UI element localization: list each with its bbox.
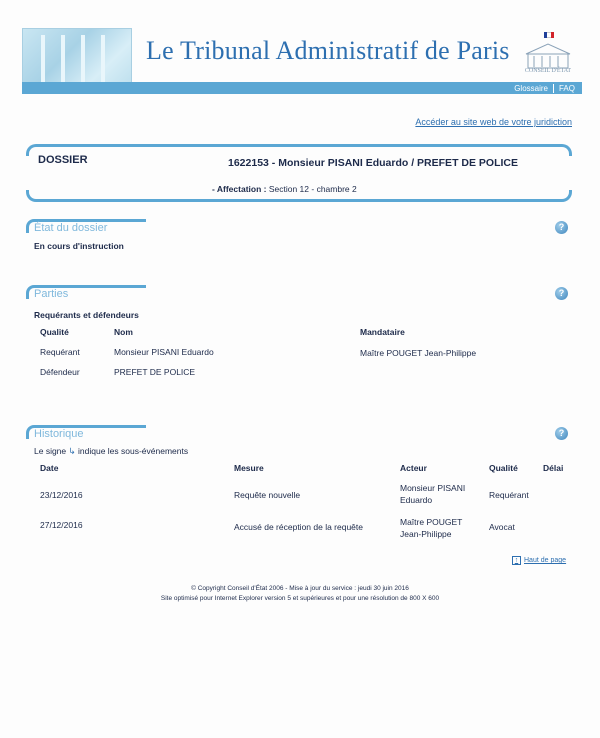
etat-help-icon[interactable]: ?	[555, 221, 568, 234]
hist-row-acteur: Maître POUGET	[400, 517, 463, 527]
sub-event-arrow-icon: ↳	[68, 446, 76, 456]
parties-col-nom: Nom	[114, 327, 133, 337]
party-row-mandataire: Maître POUGET Jean-Philippe	[360, 348, 477, 358]
parties-heading: Parties	[34, 288, 69, 300]
banner-bar	[22, 82, 582, 94]
hist-row-qualite: Requérant	[489, 490, 529, 500]
historique-heading: Historique	[34, 428, 84, 440]
hist-row-mesure: Accusé de réception de la requête	[234, 522, 364, 532]
parties-subheading: Requérants et défendeurs	[34, 310, 139, 320]
dossier-top-border	[26, 144, 572, 156]
historique-section-header	[26, 425, 146, 439]
party-row-qualite: Requérant	[40, 347, 80, 357]
faq-link[interactable]: FAQ	[558, 83, 575, 93]
parties-col-mandataire: Mandataire	[360, 327, 405, 337]
page-title: Le Tribunal Administratif de Paris	[146, 36, 510, 65]
party-row-nom: PREFET DE POLICE	[114, 367, 196, 377]
etat-status: En cours d'instruction	[34, 241, 124, 251]
footer-copyright: © Copyright Conseil d'État 2006 - Mise à jour du service : jeudi 30 juin 2016	[191, 585, 409, 592]
dossier-box	[26, 144, 572, 202]
dossier-title: 1622153 - Monsieur PISANI Eduardo / PREFET DE POLICE	[228, 157, 518, 169]
affectation-prefix: - Affectation :	[212, 184, 267, 194]
dossier-affectation	[212, 184, 357, 194]
glossaire-link[interactable]: Glossaire	[514, 83, 548, 93]
legend-prefix: Le signe	[34, 446, 67, 456]
etat-section-header	[26, 219, 146, 233]
parties-section-header	[26, 285, 146, 299]
affectation-value: Section 12 - chambre 2	[268, 184, 357, 194]
dossier-label: DOSSIER	[38, 154, 88, 166]
historique-help-icon[interactable]: ?	[555, 427, 568, 440]
hist-col-delai: Délai	[543, 463, 564, 473]
party-row-nom: Monsieur PISANI Eduardo	[114, 347, 214, 357]
header-banner	[22, 28, 582, 98]
hist-row-date: 23/12/2016	[40, 490, 83, 500]
etat-heading: État du dossier	[34, 222, 108, 234]
conseil-etat-logo	[518, 28, 578, 82]
back-to-top-link[interactable]	[512, 556, 566, 565]
hist-col-mesure: Mesure	[234, 463, 264, 473]
hist-col-date: Date	[40, 463, 59, 473]
hist-row-mesure: Requête nouvelle	[234, 490, 301, 500]
hist-row-qualite: Avocat	[489, 522, 515, 532]
back-to-top-label: Haut de page	[524, 557, 567, 564]
hist-row-acteur: Monsieur PISANI	[400, 483, 466, 493]
party-row-qualite: Défendeur	[40, 367, 80, 377]
header-links	[509, 82, 580, 94]
hist-col-acteur: Acteur	[400, 463, 427, 473]
parties-col-qualite: Qualité	[40, 327, 69, 337]
parties-help-icon[interactable]: ?	[555, 287, 568, 300]
juridiction-site-link[interactable]: Accéder au site web de votre juridiction	[415, 117, 572, 127]
logo-caption: CONSEIL D'ÉTAT	[524, 68, 572, 74]
footer-browser-note: Site optimisé pour Internet Explorer version 5 et supérieures et pour une résolution de 800 X 600	[160, 595, 440, 602]
hist-row-acteur: Eduardo	[400, 495, 433, 505]
arrow-up-icon: ↑	[512, 556, 521, 565]
historique-legend	[34, 446, 188, 457]
hist-row-date: 27/12/2016	[40, 520, 83, 530]
hist-col-qualite: Qualité	[489, 463, 518, 473]
legend-suffix: indique les sous-événements	[78, 446, 189, 456]
hist-row-acteur: Jean-Philippe	[400, 529, 452, 539]
